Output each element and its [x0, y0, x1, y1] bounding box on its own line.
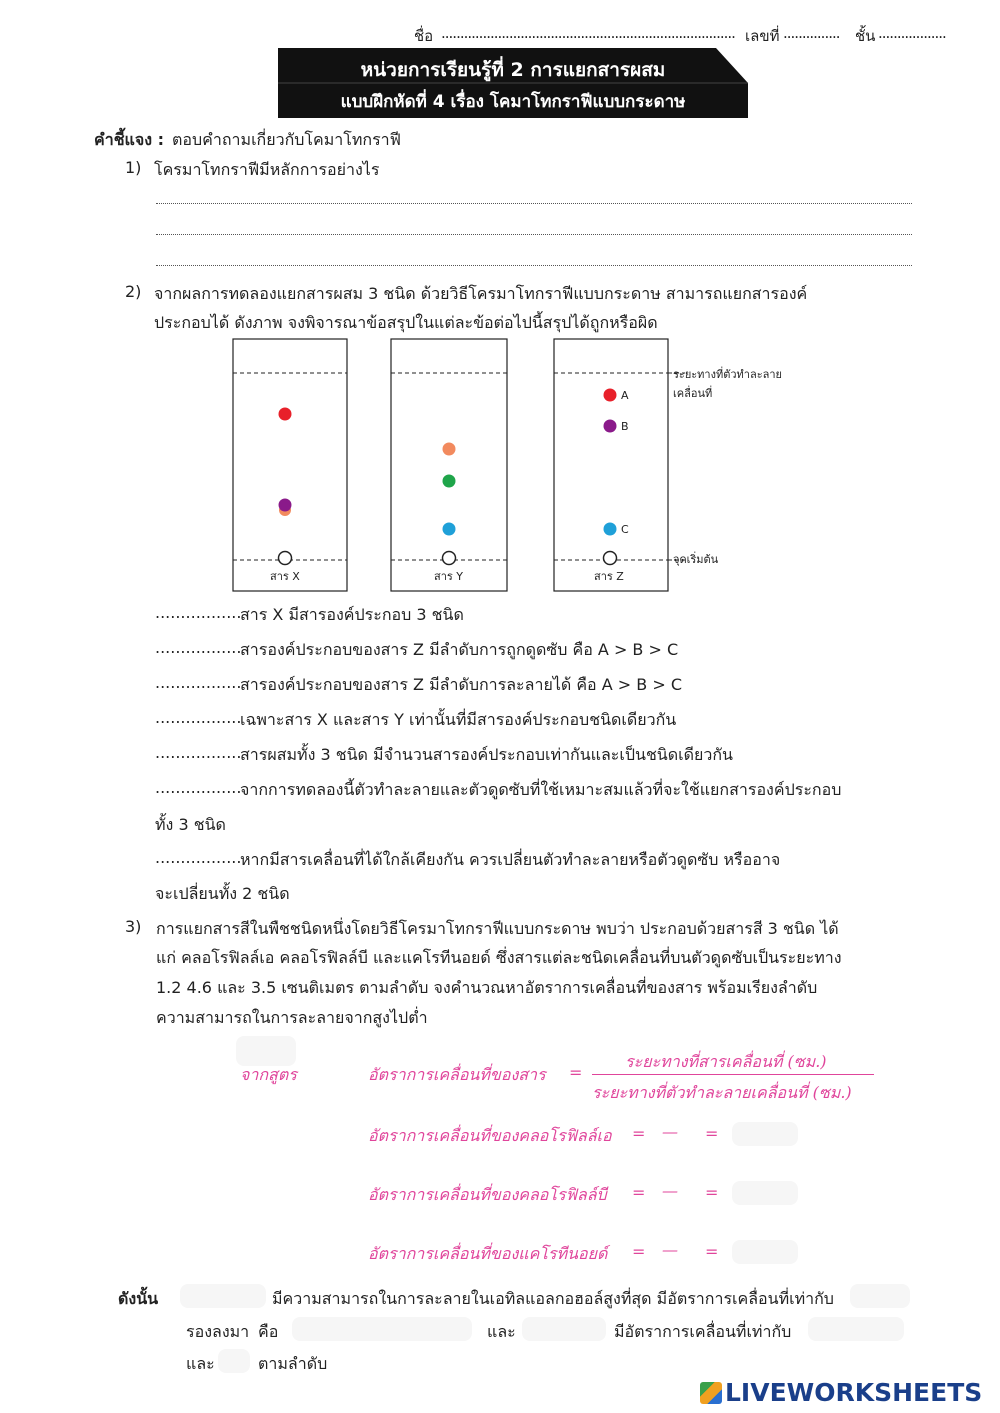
rate-row-carotenoid: อัตราการเคลื่อนที่ของแคโรทีนอยด์	[368, 1244, 608, 1263]
q1-answer-line-1[interactable]	[156, 203, 912, 204]
formula-from-label: จากสูตร	[240, 1065, 297, 1084]
title-banner	[278, 48, 748, 118]
spot-y-blue	[443, 523, 456, 536]
statement-6-line-2: ทั้ง 3 ชนิด	[155, 815, 226, 834]
rate-row-b-equals-1: =	[632, 1183, 646, 1202]
rate-row-b-answer[interactable]	[732, 1181, 798, 1205]
formula-rate-label: อัตราการเคลื่อนที่ของสาร	[368, 1065, 546, 1084]
spot-c-label: C	[621, 523, 629, 536]
instructions-text: ตอบคำถามเกี่ยวกับโคมาโทกราฟี	[172, 130, 401, 149]
class-field[interactable]: ..................	[878, 24, 946, 42]
liveworksheets-logo	[700, 1378, 982, 1407]
start-point-label: จุดเริ่มต้น	[673, 553, 719, 566]
statement-5: สารผสมทั้ง 3 ชนิด มีจำนวนสารองค์ประกอบเท่ากันและเป็นชนิดเดียวกัน	[240, 745, 733, 764]
formula-numerator: ระยะทางที่สารเคลื่อนที่ (ซม.)	[625, 1052, 827, 1071]
statement-2-blank[interactable]: .................	[155, 638, 242, 657]
conclusion-substance-1-answer[interactable]	[180, 1284, 266, 1308]
rate-row-b-fraction[interactable]: —	[662, 1181, 678, 1200]
conclusion-and-label: และ	[487, 1322, 516, 1341]
paper-x-label: สาร X	[270, 570, 300, 583]
q3-text-line-4: ความสามารถในการละลายจากสูงไปต่ำ	[156, 1008, 428, 1027]
statement-2: สารองค์ประกอบของสาร Z มีลำดับการถูกดูดซับ คือ A > B > C	[240, 640, 679, 659]
q3-text-line-3: 1.2 4.6 และ 3.5 เซนติเมตร ตามลำดับ จงคำนวณหาอัตราการเคลื่อนที่ของสาร พร้อมเรียงลำดับ	[156, 978, 818, 997]
q3-text-line-2: แก่ คลอโรฟิลล์เอ คลอโรฟิลล์บี และแคโรทีนอยด์ ซึ่งสารแต่ละชนิดเคลื่อนที่บนตัวดูดซับเป็นระยะทาง	[156, 948, 842, 967]
instructions-label: คำชี้แจง :	[94, 130, 165, 149]
name-label: ชื่อ	[414, 27, 434, 45]
statement-3: สารองค์ประกอบของสาร Z มีลำดับการละลายได้ คือ A > B > C	[240, 675, 682, 694]
conclusion-rate-equal: มีอัตราการเคลื่อนที่เท่ากับ	[614, 1322, 792, 1341]
conclusion-and-2: และ	[186, 1354, 215, 1373]
spot-b-label: B	[621, 420, 629, 433]
spot-x-purple	[279, 499, 292, 512]
conclusion-label: ดังนั้น	[118, 1289, 159, 1308]
statement-1: สาร X มีสารองค์ประกอบ 3 ชนิด	[240, 605, 464, 624]
origin-y	[443, 552, 456, 565]
statement-4-blank[interactable]: .................	[155, 708, 242, 727]
statement-4: เฉพาะสาร X และสาร Y เท่านั้นที่มีสารองค์ประกอบชนิดเดียวกัน	[240, 710, 677, 729]
rate-row-chlorophyll-a: อัตราการเคลื่อนที่ของคลอโรฟิลล์เอ	[368, 1126, 612, 1145]
statement-7-blank[interactable]: .................	[155, 848, 242, 867]
rate-row-a-answer[interactable]	[732, 1122, 798, 1146]
formula-denominator: ระยะทางที่ตัวทำละลายเคลื่อนที่ (ซม.)	[592, 1083, 852, 1102]
solvent-front-label-2: เคลื่อนที่	[673, 387, 713, 400]
conclusion-rate-1-answer[interactable]	[850, 1284, 910, 1308]
q3-number: 3)	[125, 917, 142, 936]
formula-fraction-bar	[592, 1074, 874, 1075]
paper-z-label: สาร Z	[594, 570, 624, 583]
liveworksheets-logo-text: LIVEWORKSHEETS	[725, 1378, 983, 1407]
rate-row-c-fraction[interactable]: —	[662, 1240, 678, 1259]
statement-6-line-1: จากการทดลองนี้ตัวทำละลายและตัวดูดซับที่ใช้เหมาะสมแล้วที่จะใช้แยกสารองค์ประกอบ	[240, 780, 842, 799]
spot-z-c	[604, 523, 617, 536]
rate-row-a-equals-1: =	[632, 1124, 646, 1143]
rate-row-c-equals-2: =	[705, 1242, 719, 1261]
statement-7-line-2: จะเปลี่ยนทั้ง 2 ชนิด	[155, 884, 290, 903]
q3-text-line-1: การแยกสารสีในพืชชนิดหนึ่งโดยวิธีโครมาโทกราฟีแบบกระดาษ พบว่า ประกอบด้วยสารสี 3 ชนิด ได้	[156, 919, 839, 938]
number-label: เลขที่	[745, 27, 780, 45]
solvent-front-label-1: ระยะทางที่ตัวทำละลาย	[673, 368, 782, 381]
paper-y-label: สาร Y	[434, 570, 464, 583]
conclusion-rate-3-answer[interactable]	[218, 1349, 250, 1373]
unit-title: หน่วยการเรียนรู้ที่ 2 การแยกสารผสม	[360, 59, 666, 81]
statement-1-blank[interactable]: .................	[155, 603, 242, 622]
q1-text: โครมาโทกราฟีมีหลักการอย่างไร	[154, 160, 380, 179]
exercise-title: แบบฝึกหัดที่ 4 เรื่อง โคมาโทกราฟีแบบกระดาษ	[340, 92, 686, 112]
number-field[interactable]: ...............	[783, 24, 840, 42]
q1-answer-line-2[interactable]	[156, 234, 912, 235]
rate-row-chlorophyll-b: อัตราการเคลื่อนที่ของคลอโรฟิลล์บี	[368, 1185, 607, 1204]
answer-box-shadow	[236, 1036, 296, 1066]
liveworksheets-logo-icon	[700, 1382, 722, 1404]
q2-text-line-1: จากผลการทดลองแยกสารผสม 3 ชนิด ด้วยวิธีโครมาโทกราฟีแบบกระดาษ สามารถแยกสารองค์	[154, 284, 808, 303]
name-field[interactable]: ..............................................................................	[441, 24, 735, 42]
statement-6-blank[interactable]: .................	[155, 778, 242, 797]
conclusion-next-label: รองลงมา	[186, 1322, 250, 1341]
rate-row-c-answer[interactable]	[732, 1240, 798, 1264]
spot-x-red	[279, 408, 292, 421]
origin-x	[279, 552, 292, 565]
conclusion-is-label: คือ	[258, 1322, 279, 1341]
spot-a-label: A	[621, 389, 629, 402]
rate-row-b-equals-2: =	[705, 1183, 719, 1202]
conclusion-substance-2-answer[interactable]	[292, 1317, 472, 1341]
conclusion-substance-3-answer[interactable]	[522, 1317, 606, 1341]
statement-5-blank[interactable]: .................	[155, 743, 242, 762]
statement-3-blank[interactable]: .................	[155, 673, 242, 692]
q1-number: 1)	[125, 158, 142, 177]
conclusion-order: ตามลำดับ	[258, 1354, 328, 1373]
origin-z	[604, 552, 617, 565]
statement-7-line-1: หากมีสารเคลื่อนที่ได้ใกล้เคียงกัน ควรเปลี่ยนตัวทำละลายหรือตัวดูดซับ หรืออาจ	[240, 850, 781, 869]
spot-y-orange	[443, 443, 456, 456]
q2-text-line-2: ประกอบได้ ดังภาพ จงพิจารณาข้อสรุปในแต่ละข้อต่อไปนี้สรุปได้ถูกหรือผิด	[154, 313, 658, 332]
spot-z-b	[604, 420, 617, 433]
conclusion-line-1: มีความสามารถในการละลายในเอทิลแอลกอฮอล์สูงที่สุด มีอัตราการเคลื่อนที่เท่ากับ	[272, 1289, 834, 1308]
formula-equals: =	[569, 1063, 583, 1082]
rate-row-a-fraction[interactable]: —	[662, 1122, 678, 1141]
q2-number: 2)	[125, 282, 142, 301]
rate-row-c-equals-1: =	[632, 1242, 646, 1261]
class-label: ชั้น	[855, 27, 876, 45]
spot-z-a	[604, 389, 617, 402]
conclusion-rate-2-answer[interactable]	[808, 1317, 904, 1341]
rate-row-a-equals-2: =	[705, 1124, 719, 1143]
q1-answer-line-3[interactable]	[156, 265, 912, 266]
spot-y-green	[443, 475, 456, 488]
chromatography-diagram	[225, 333, 805, 595]
